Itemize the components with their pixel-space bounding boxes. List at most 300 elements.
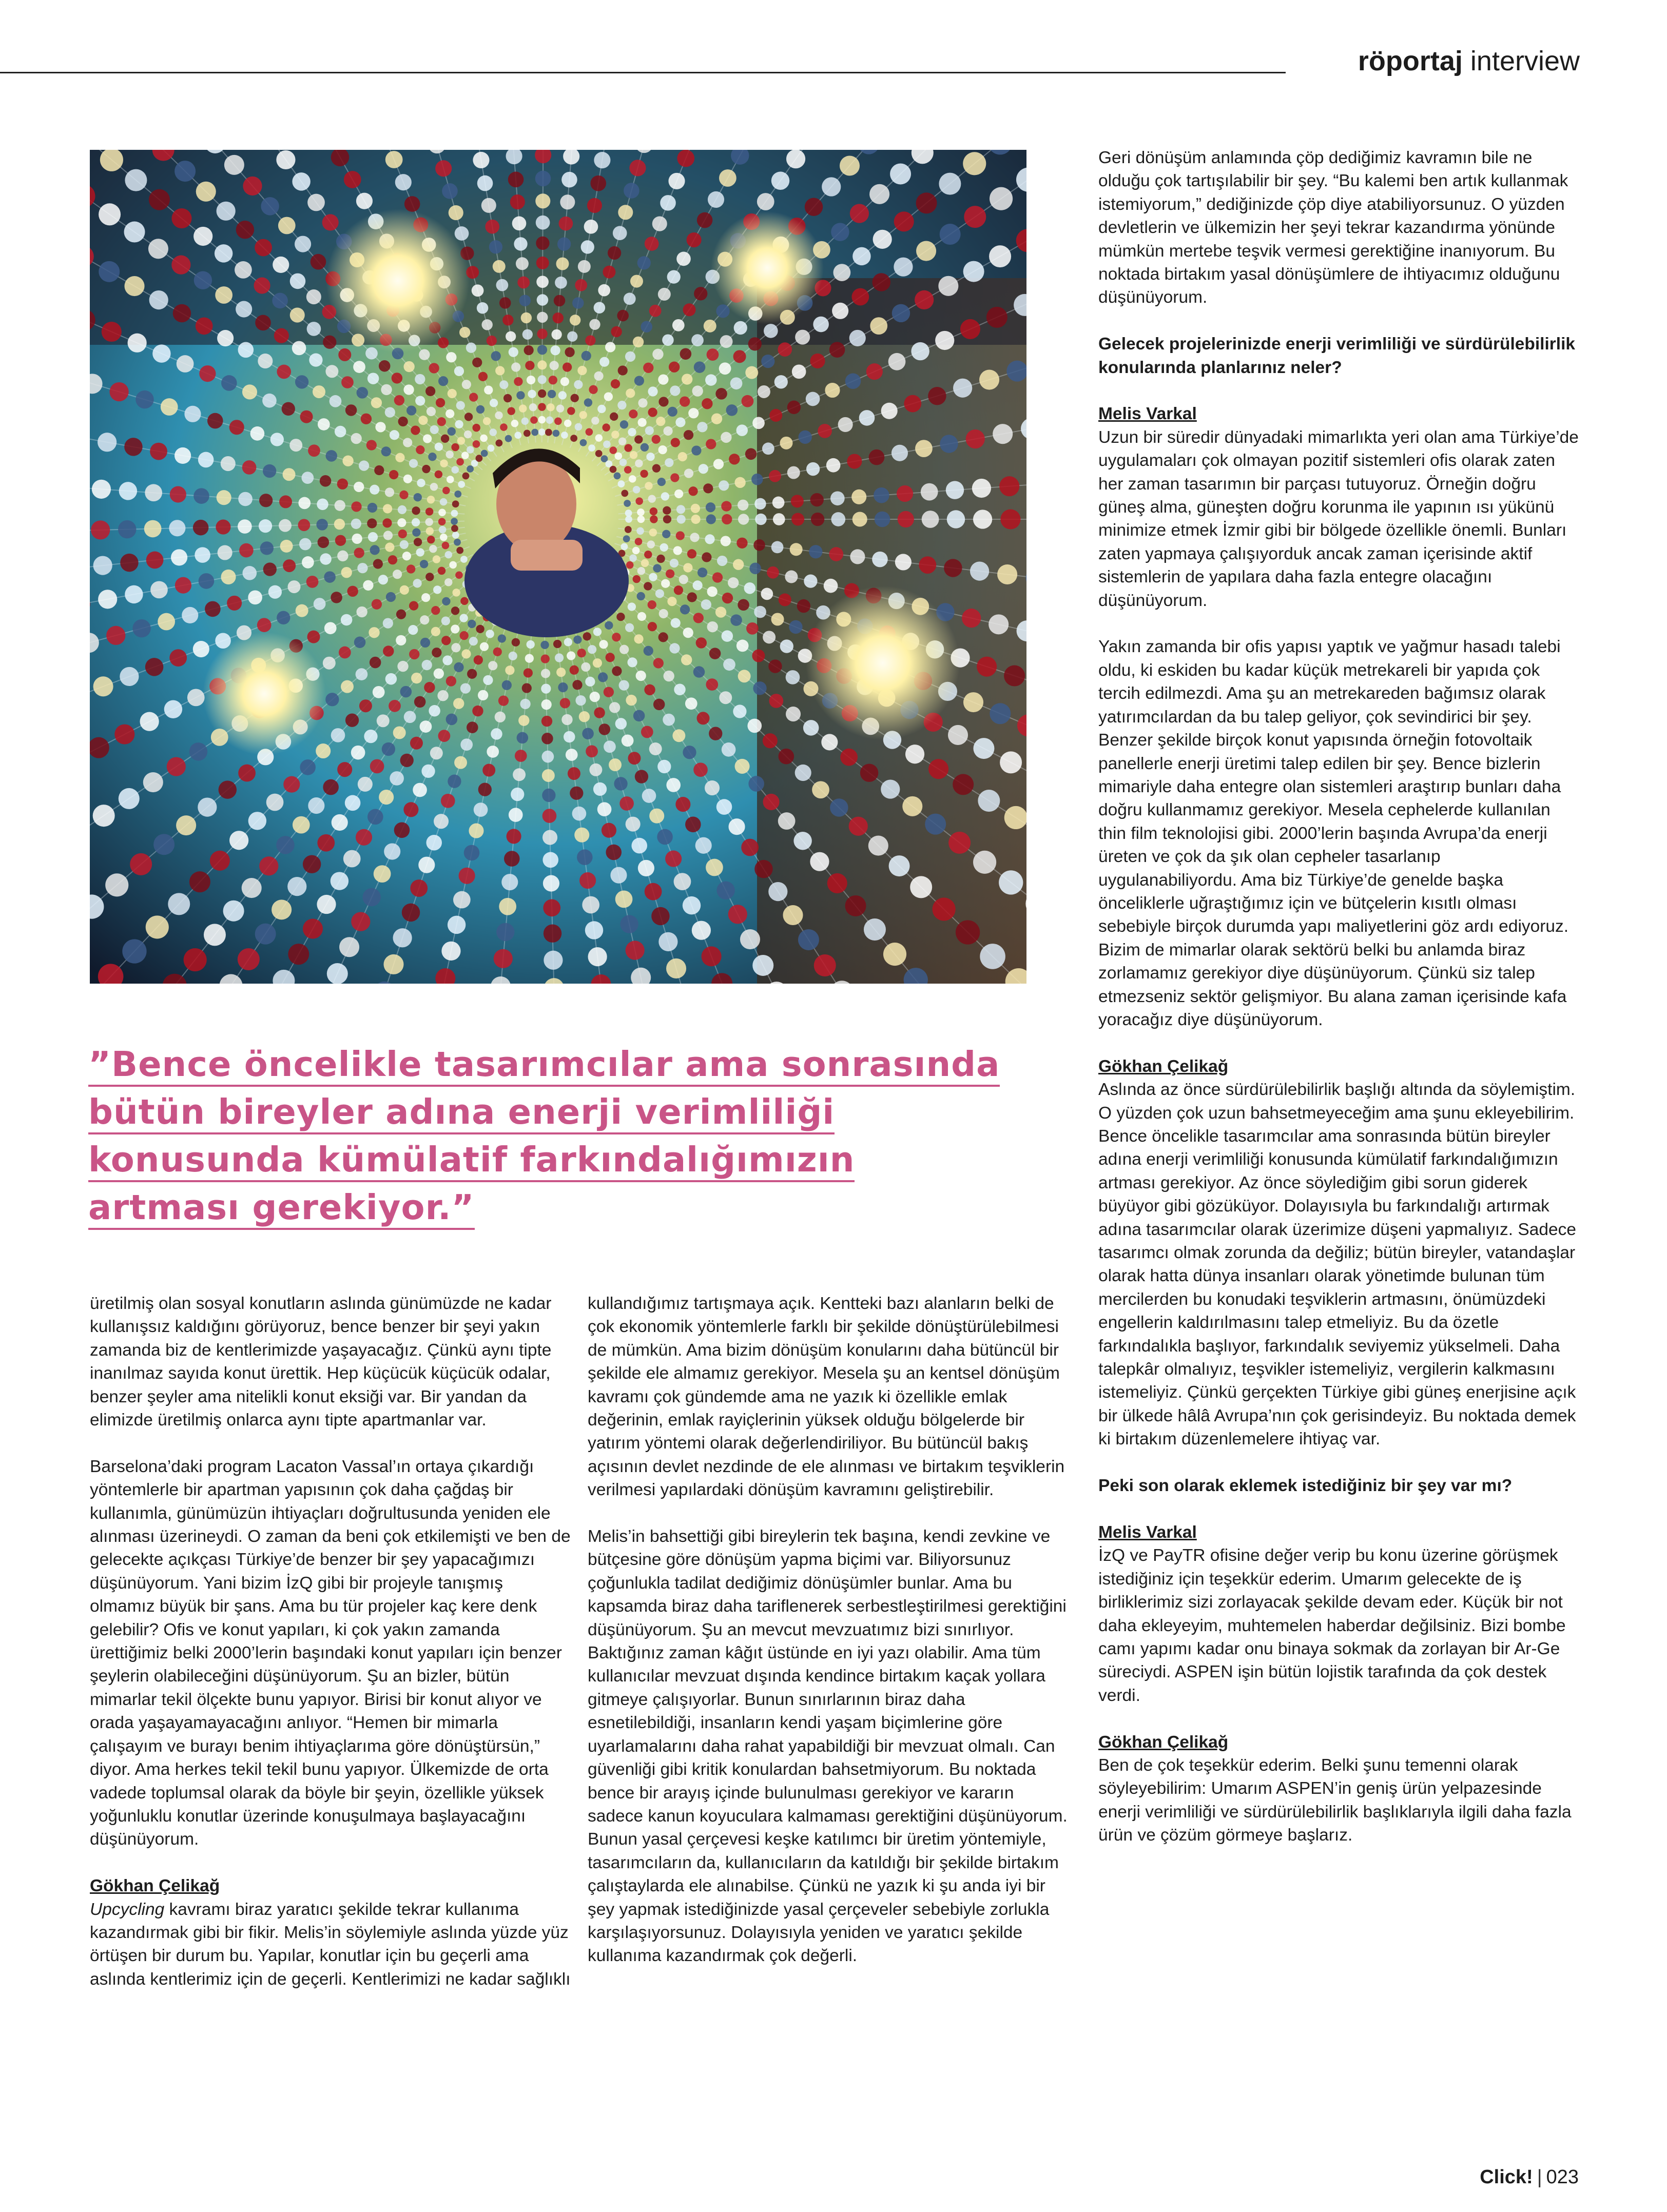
bead — [615, 891, 633, 908]
bead — [660, 195, 676, 211]
bead — [428, 453, 436, 461]
bead — [288, 580, 301, 593]
bead — [427, 496, 435, 503]
bead — [677, 515, 686, 523]
bead — [574, 828, 589, 843]
bead — [487, 746, 499, 758]
bead — [342, 456, 353, 466]
bead — [184, 948, 207, 971]
bead — [457, 437, 465, 444]
bead — [744, 582, 756, 594]
bead — [615, 453, 623, 460]
bead — [448, 775, 461, 788]
bead — [499, 380, 508, 389]
bead — [593, 782, 607, 796]
bead — [345, 795, 361, 811]
bead — [915, 290, 934, 309]
bead — [490, 399, 498, 407]
bead — [421, 593, 430, 602]
bead — [263, 464, 276, 478]
bead — [733, 350, 746, 363]
bead — [1004, 665, 1025, 687]
bead — [124, 438, 142, 456]
bead — [573, 635, 581, 643]
bead — [370, 657, 381, 669]
footer-separator: | — [1537, 2166, 1542, 2188]
bead — [830, 798, 848, 816]
bead — [680, 348, 692, 360]
bead — [114, 725, 134, 745]
bead — [422, 660, 432, 670]
bead — [303, 918, 323, 938]
bead — [362, 888, 380, 906]
bead — [329, 395, 342, 407]
page-number: 023 — [1546, 2166, 1579, 2188]
bead — [199, 365, 216, 382]
bead — [511, 788, 524, 801]
bead — [354, 482, 364, 492]
bead — [581, 662, 590, 672]
bead — [215, 286, 232, 304]
bead — [658, 632, 668, 642]
bead — [805, 198, 823, 216]
bead — [431, 627, 440, 636]
bead — [514, 237, 527, 250]
bead — [676, 531, 685, 540]
bead — [661, 492, 669, 500]
bead — [327, 963, 348, 984]
body-text: kavramı biraz yaratıcı şekilde tekrar kullanıma kazandırmak gibi bir fikir. Melis’in söylemiyle aslında yüzde yüz örtüşen bir durum bu. Yapılar, konutlar için bu geçerli ama aslında kentlerimiz için de geçerli. Kentlerimizi ne kadar sağlıklı — [90, 1900, 571, 1989]
bead — [398, 530, 407, 538]
bead — [778, 342, 792, 357]
bead — [626, 695, 636, 706]
bead — [613, 226, 627, 240]
bead — [536, 216, 550, 230]
bead — [229, 831, 248, 850]
bead — [692, 921, 711, 940]
bead — [789, 620, 802, 634]
bead — [351, 433, 361, 444]
bead — [374, 865, 391, 883]
bead — [589, 764, 602, 776]
bead — [345, 404, 357, 416]
bead — [511, 362, 520, 371]
bead — [351, 501, 361, 512]
bead — [717, 556, 727, 566]
bead — [516, 391, 525, 399]
bead — [140, 712, 159, 731]
bead — [483, 675, 493, 685]
bead — [674, 585, 683, 595]
bead — [786, 707, 801, 721]
bead — [386, 592, 396, 602]
bead — [272, 899, 292, 919]
bead — [748, 776, 764, 792]
bead — [409, 459, 418, 468]
bead — [953, 774, 974, 795]
bead — [98, 590, 117, 609]
bead — [451, 443, 459, 451]
bead — [553, 312, 564, 323]
bead — [972, 479, 991, 498]
bead — [735, 759, 750, 774]
bead — [606, 653, 615, 662]
bead — [605, 621, 613, 630]
bead — [591, 417, 599, 424]
bead — [791, 513, 804, 526]
bead — [334, 519, 345, 530]
bead — [830, 491, 845, 505]
bead — [91, 520, 110, 539]
bead — [383, 645, 394, 656]
bead — [307, 322, 321, 336]
bead — [441, 942, 460, 961]
bead — [977, 657, 997, 677]
bead — [521, 312, 532, 323]
bead — [102, 322, 122, 342]
bead — [575, 423, 583, 431]
bead — [204, 924, 226, 946]
bead — [670, 473, 679, 482]
bead — [119, 482, 137, 500]
bead — [868, 836, 888, 856]
bead — [410, 879, 428, 897]
bead — [195, 547, 210, 563]
bead — [432, 648, 441, 657]
bead — [629, 409, 637, 418]
bead — [460, 683, 471, 693]
bead — [469, 637, 478, 645]
bead — [454, 539, 461, 546]
bead — [580, 439, 587, 446]
bead — [296, 604, 308, 617]
bead — [418, 416, 428, 425]
bead — [120, 667, 139, 686]
bead — [745, 366, 758, 379]
article-column-left — [90, 1292, 572, 1991]
bead — [474, 655, 483, 664]
bead — [353, 361, 365, 373]
bead — [182, 607, 198, 623]
bead — [308, 444, 320, 457]
bead — [618, 205, 633, 220]
bead — [461, 452, 469, 459]
bead — [738, 500, 748, 511]
bead — [644, 684, 655, 695]
bead — [619, 796, 634, 811]
bead — [150, 581, 168, 598]
bead — [472, 424, 480, 432]
bead — [99, 261, 120, 282]
bead — [641, 443, 649, 452]
bead — [658, 374, 668, 384]
bead — [625, 516, 632, 523]
bead — [367, 503, 377, 513]
bead — [548, 390, 556, 398]
bead — [414, 493, 422, 501]
bead — [649, 742, 662, 755]
bead — [786, 670, 800, 684]
bead — [499, 898, 516, 915]
bead — [449, 205, 463, 220]
bead — [187, 689, 205, 707]
bead — [416, 548, 424, 556]
bead — [851, 490, 866, 504]
bead — [98, 433, 117, 452]
bead — [650, 515, 657, 523]
bead — [227, 596, 242, 611]
bead — [318, 537, 329, 549]
bead — [705, 780, 720, 795]
bead — [446, 352, 456, 362]
bead — [255, 315, 271, 331]
bead — [691, 515, 701, 524]
bead — [161, 398, 178, 416]
bead — [849, 330, 866, 346]
italic-term: Upcycling — [90, 1900, 165, 1919]
bead — [827, 873, 847, 893]
bead — [442, 597, 450, 605]
bead — [400, 686, 412, 698]
bead — [598, 284, 610, 297]
bead — [167, 757, 186, 776]
bead — [582, 728, 594, 739]
bead — [408, 625, 418, 635]
bead — [897, 485, 913, 502]
bead — [193, 520, 209, 536]
bead — [522, 683, 532, 693]
bead — [193, 227, 212, 246]
bead — [556, 258, 569, 270]
bead — [697, 712, 710, 725]
bead — [579, 411, 587, 419]
bead — [978, 790, 1000, 812]
bead — [619, 680, 629, 690]
bead — [617, 401, 626, 409]
bead — [761, 355, 774, 368]
bead — [537, 360, 547, 369]
bead — [505, 435, 512, 442]
bead — [809, 545, 822, 558]
speaker-name: Gökhan Çelikağ — [1098, 1732, 1229, 1752]
bead — [472, 358, 482, 367]
bead — [546, 416, 554, 424]
bead — [626, 941, 645, 960]
bead — [403, 361, 414, 372]
bead — [645, 482, 652, 490]
bead — [242, 460, 257, 475]
bead — [175, 577, 191, 594]
bead — [635, 497, 643, 505]
bead — [706, 502, 715, 512]
bead — [454, 756, 467, 769]
bead — [656, 555, 665, 563]
bead — [986, 307, 1007, 328]
bead — [292, 172, 310, 190]
bead — [196, 317, 213, 335]
bead — [317, 895, 336, 914]
bead — [674, 490, 683, 498]
bead — [266, 794, 284, 811]
bead — [939, 173, 961, 195]
bead — [519, 404, 527, 412]
bead — [604, 392, 613, 401]
bead — [175, 447, 191, 464]
bead — [277, 365, 291, 379]
bead — [658, 397, 668, 406]
bead — [412, 506, 420, 515]
bead — [341, 680, 354, 693]
bead — [665, 851, 682, 867]
bead — [301, 472, 314, 484]
bead — [973, 510, 992, 528]
bead — [812, 781, 829, 798]
bead — [480, 642, 489, 651]
bead — [395, 174, 412, 190]
bead — [474, 802, 488, 817]
bead — [824, 579, 838, 593]
bead — [459, 614, 468, 622]
bead — [993, 424, 1013, 444]
bead — [670, 385, 680, 396]
bead — [964, 206, 986, 228]
bead — [602, 423, 610, 431]
bead — [381, 384, 392, 395]
bead — [459, 868, 475, 884]
bead — [494, 949, 513, 968]
bead — [363, 580, 373, 591]
bead — [881, 403, 898, 419]
bead — [916, 192, 937, 213]
bead — [691, 334, 704, 346]
bead — [248, 590, 262, 604]
bead — [719, 691, 732, 704]
bead — [979, 370, 999, 390]
bead — [454, 662, 463, 672]
bead — [440, 459, 448, 467]
bead — [239, 543, 254, 558]
bead — [205, 601, 221, 617]
bead — [648, 622, 657, 631]
bead — [535, 193, 550, 208]
bead — [825, 383, 840, 398]
bead — [850, 549, 865, 564]
bead — [948, 832, 971, 854]
bead — [403, 438, 412, 447]
bead — [851, 288, 869, 306]
bead — [583, 632, 591, 640]
bead — [734, 321, 747, 335]
bead — [122, 939, 146, 963]
bead — [495, 366, 505, 375]
bead — [988, 614, 1009, 634]
bead — [278, 217, 296, 234]
bead — [438, 567, 445, 575]
bead — [845, 895, 866, 916]
bead — [733, 559, 744, 570]
bead — [610, 466, 617, 473]
bead — [898, 511, 914, 527]
bead — [928, 387, 946, 405]
bead — [997, 564, 1017, 584]
bead — [579, 872, 596, 889]
bead — [681, 654, 692, 665]
bead — [622, 734, 634, 747]
bead — [317, 834, 335, 852]
bead — [883, 943, 906, 966]
bead — [507, 407, 515, 415]
bead — [455, 420, 463, 428]
bead — [420, 615, 429, 624]
bead — [973, 738, 994, 759]
bead — [599, 640, 608, 649]
bead — [621, 543, 628, 551]
bead — [634, 435, 643, 443]
bead — [1000, 509, 1020, 529]
bead — [840, 749, 858, 766]
interview-question: Peki son olarak eklemek istediğiniz bir şey var mı? — [1098, 1476, 1513, 1496]
bead — [620, 915, 638, 933]
bead — [610, 413, 618, 421]
bead — [379, 790, 394, 805]
bead — [999, 476, 1019, 496]
bead — [774, 375, 788, 388]
bead — [217, 202, 236, 221]
bead — [685, 816, 701, 832]
bead — [541, 716, 552, 727]
bead — [415, 374, 425, 384]
bead — [500, 423, 508, 431]
bead — [935, 331, 954, 350]
bead — [603, 266, 615, 279]
bead — [472, 284, 484, 297]
bead — [721, 432, 731, 443]
bead — [498, 634, 506, 642]
bead — [424, 682, 435, 693]
bead — [588, 444, 595, 452]
bead — [892, 304, 910, 322]
bead — [433, 555, 440, 563]
bead — [751, 474, 763, 485]
pull-quote-line: konusunda kümülatif farkındalığımızın — [88, 1136, 1038, 1184]
bead — [158, 613, 175, 631]
bead — [668, 407, 677, 417]
bead — [135, 390, 153, 408]
bead — [712, 572, 723, 582]
bead — [238, 342, 254, 358]
bead — [512, 217, 527, 231]
bead — [128, 334, 147, 353]
bead — [299, 538, 312, 551]
bead — [628, 602, 636, 611]
bead — [653, 658, 664, 668]
bead — [538, 428, 546, 436]
bead — [612, 633, 621, 641]
bead — [769, 470, 781, 482]
bead — [684, 468, 693, 478]
bead — [624, 500, 631, 507]
bead — [481, 450, 488, 457]
bead — [429, 545, 437, 553]
bead — [409, 649, 419, 659]
bead — [385, 487, 394, 497]
bead — [558, 391, 567, 399]
bead — [243, 177, 262, 195]
bead — [702, 398, 712, 409]
bead — [581, 240, 594, 253]
bead — [238, 492, 253, 506]
body-paragraph: üretilmiş olan sosyal konutların aslında günümüzde ne kadar kullanışsız kaldığını görüyoruz, bence benzer bir şeyi yakın zamanda biz de kentlerimizde yaşayacağız. Çünkü aynı tipte inanılmaz sayıda konut ürettik. Hep küçücük küçücük odalar, benzer şeyler ama nitelikli konut eksiği var. Bir yandan da elimizde üretilmiş onlarca aynı tipte apartmanlar var. — [90, 1294, 552, 1430]
